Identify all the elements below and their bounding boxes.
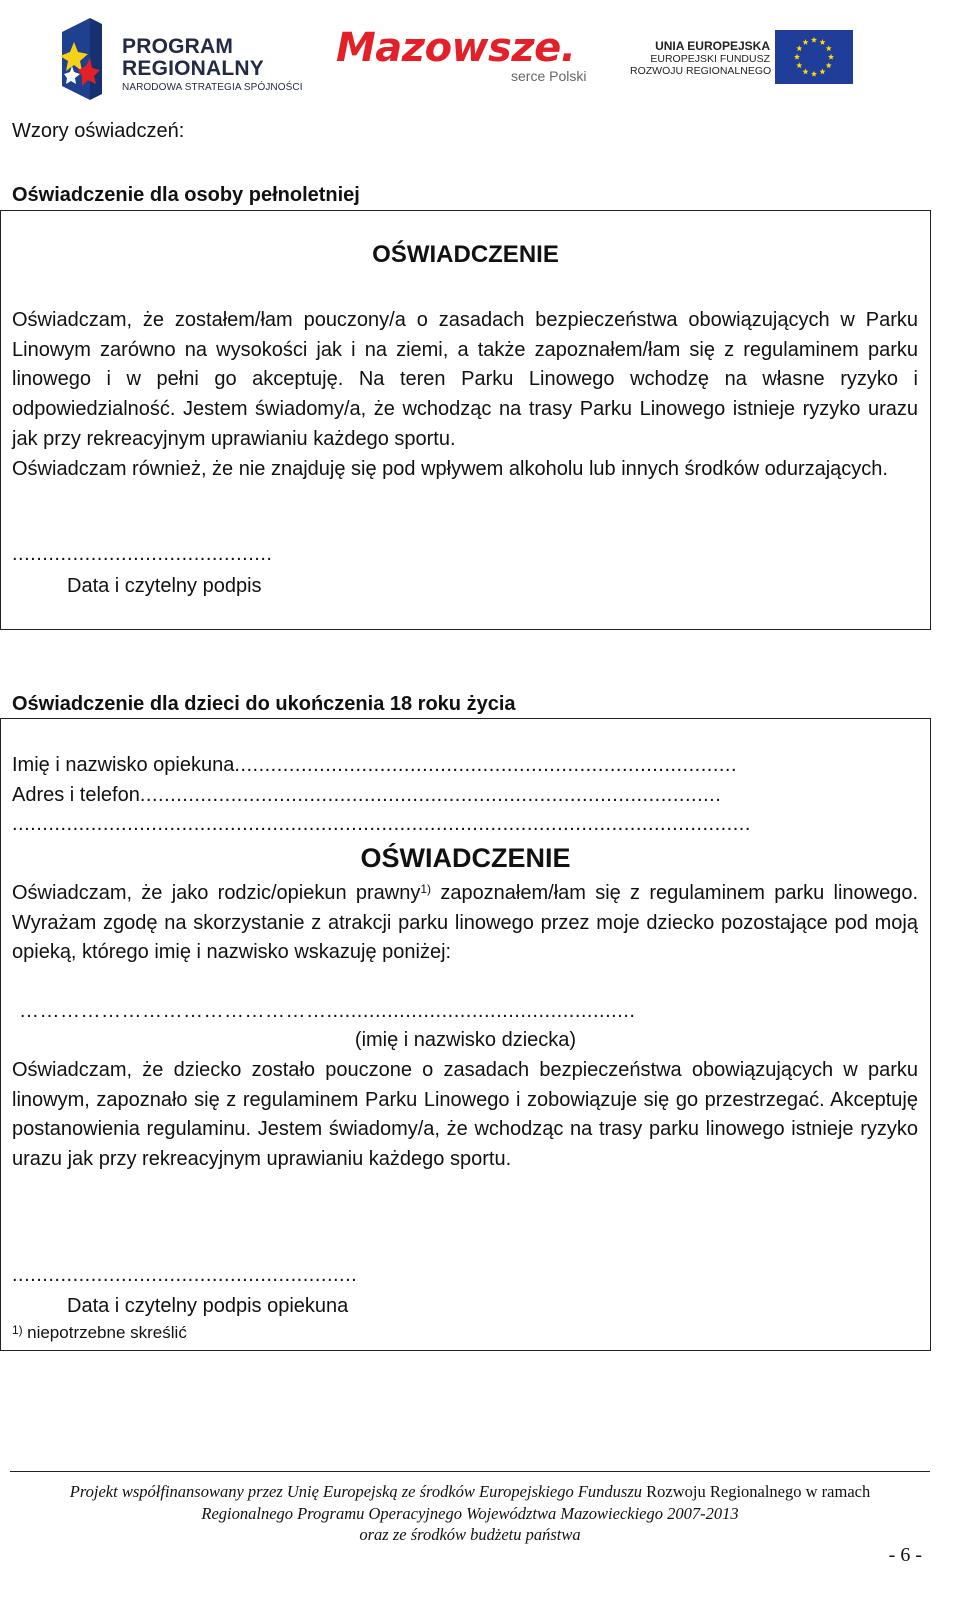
program-logo-line2: REGIONALNY: [122, 57, 265, 80]
mazowsze-logo-tagline: serce Polski: [511, 68, 587, 84]
child-statement-paragraph-2: Oświadczam, że dziecko zostało pouczone o zasadach bezpieczeństwa obowiązujących w parku linowym, zapoznało się z regulaminem Parku Linowego i zobowiązuje się go przestrzegać. Akceptuję postanowienia regulaminu. Jestem świadomy/a, że wchodząc na trasy parku linowego istnieje ryzyko urazu jak przy rekreacyjnym uprawianiu każdego sportu.: [12, 1059, 918, 1171]
child-statement-title: OŚWIADCZENIE: [360, 843, 571, 873]
address-label: Adres i telefon: [12, 784, 140, 806]
footnote-ref: 1): [420, 882, 432, 896]
intro-text: Wzory oświadczeń:: [12, 120, 185, 142]
adult-statement-heading: Oświadczenie dla osoby pełnoletniej: [12, 184, 360, 206]
adult-signature-line: ...........................................: [12, 543, 273, 565]
adult-statement-box: [0, 210, 931, 630]
child-para1-end: zapoznałem/łam się z regulaminem parku linowego. Wyrażam zgodę na skorzystanie z atrakcji parku linowego przez moje dziecko pozostające pod moją opieką, którego imię i nazwisko wskazuję poniżej:: [12, 882, 918, 964]
eu-logo-line2: EUROPEJSKI FUNDUSZ: [650, 53, 770, 65]
eu-flag-icon: [775, 30, 853, 84]
child-statement-heading: Oświadczenie dla dzieci do ukończenia 18 roku życia: [12, 693, 516, 715]
footnote-mark: 1): [12, 1323, 23, 1337]
page-number: - 6 -: [888, 1544, 922, 1566]
mazowsze-logo-word: Mazowsze.: [336, 25, 576, 71]
eu-logo: [630, 30, 860, 86]
footer-line1-regular: Rozwoju Regionalnego w ramach: [642, 1482, 871, 1501]
footer-line2: Regionalnego Programu Operacyjnego Województwa Mazowieckiego 2007-2013: [201, 1503, 739, 1523]
eu-logo-line3: ROZWOJU REGIONALNEGO: [630, 65, 772, 77]
footer-text: [10, 1481, 930, 1546]
child-name-label: (imię i nazwisko dziecka): [354, 1029, 577, 1051]
program-logo-line3: NARODOWA STRATEGIA SPÓJNOŚCI: [122, 82, 303, 93]
address-extra-dots: ..........................................................................................................................: [12, 813, 751, 835]
program-regionalny-emblem-icon: [56, 18, 116, 100]
footer-divider: [10, 1471, 930, 1472]
child-statement-box: [0, 718, 931, 1351]
adult-statement-paragraph-2: Oświadczam również, że nie znajduję się pod wpływem alkoholu lub innych środków odurzających.: [12, 458, 888, 480]
adult-statement-title: OŚWIADCZENIE: [372, 241, 559, 268]
footer-line1: [10, 1481, 930, 1503]
program-logo-line1: PROGRAM: [122, 35, 234, 58]
footer-line3: oraz ze środków budżetu państwa: [359, 1525, 581, 1544]
program-regionalny-logo: [56, 18, 316, 100]
eu-logo-line1: UNIA EUROPEJSKA: [655, 39, 770, 53]
guardian-name-row: [12, 751, 832, 781]
guardian-signature-line: .........................................................: [12, 1264, 358, 1286]
address-row: [12, 781, 832, 811]
footnote: [12, 1323, 187, 1343]
mazowsze-logo: [336, 24, 606, 94]
guardian-name-label: Imię i nazwisko opiekuna: [12, 754, 235, 776]
footnote-text: niepotrzebne skreślić: [27, 1323, 187, 1342]
guardian-name-dots: ...................................................................................: [234, 754, 738, 776]
child-statement-paragraph-1: [12, 879, 918, 968]
child-name-line: ………………………………………...................................................: [19, 1000, 636, 1022]
address-dots: ................................................................................................: [139, 784, 722, 806]
adult-signature-label: Data i czytelny podpis: [67, 575, 262, 597]
adult-statement-paragraph-1: Oświadczam, że zostałem/łam pouczony/a o zasadach bezpieczeństwa obowiązujących w Parku Linowym zarówno na wysokości jak i na ziemi, a także zapoznałem/łam się z regulaminem parku linowego i w pełni go akceptuję. Na teren Parku Linowego wchodzę na własne ryzyko i odpowiedzialność. Jestem świadomy/a, że wchodząc na trasy Parku Linowego istnieje ryzyko urazu jak przy rekreacyjnym uprawianiu każdego sportu.: [12, 309, 918, 450]
footer-line1-italic: Projekt współfinansowany przez Unię Europejską ze środków Europejskiego Funduszu: [69, 1482, 643, 1501]
guardian-signature-label: Data i czytelny podpis opiekuna: [67, 1295, 349, 1317]
child-para1-start: Oświadczam, że jako rodzic/opiekun prawny: [12, 882, 421, 904]
